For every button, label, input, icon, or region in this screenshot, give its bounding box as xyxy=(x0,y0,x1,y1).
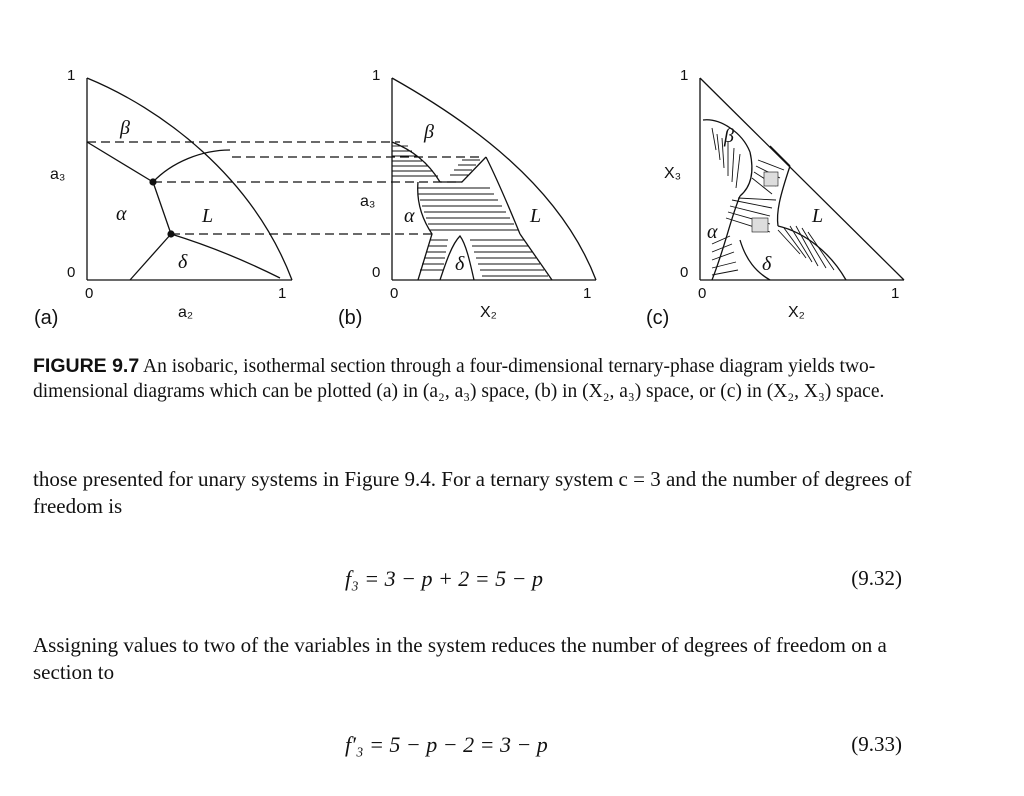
panel-b-y-tick-start: 0 xyxy=(372,264,381,281)
panel-a-delta-liquid-boundary xyxy=(171,234,280,278)
panel-b-alpha-boundary xyxy=(418,182,432,280)
panel-b-y-axis-label: a₃ xyxy=(360,193,376,210)
panel-b-outer-boundary xyxy=(392,78,596,280)
panel-a xyxy=(34,67,292,329)
panel-a-y-tick-end: 1 xyxy=(67,67,76,84)
panel-a-y-axis-label: a₃ xyxy=(50,166,66,183)
equation-9-32-number: (9.32) xyxy=(851,566,902,590)
panel-a-region-alpha: α xyxy=(116,203,127,225)
panel-c-three-phase-upper xyxy=(764,172,778,186)
panel-a-outer-boundary xyxy=(87,78,292,280)
panel-c-beta-alpha-boundary xyxy=(740,152,752,196)
panel-b xyxy=(338,67,596,329)
panel-a-alpha-liquid-boundary xyxy=(153,182,171,234)
panel-c-region-beta: β xyxy=(724,125,734,147)
figure-caption-label: FIGURE 9.7 xyxy=(33,355,140,377)
panel-c xyxy=(646,67,904,329)
panel-a-x-axis-label: a₂ xyxy=(178,304,194,321)
panel-c-region-delta: δ xyxy=(762,253,772,275)
panel-a-y-tick-start: 0 xyxy=(67,264,76,281)
panel-a-label: (a) xyxy=(34,307,59,329)
panel-c-x-tick-start: 0 xyxy=(698,285,707,302)
panel-b-region-liquid: L xyxy=(530,205,542,227)
panel-b-x-tick-end: 1 xyxy=(583,285,592,302)
panel-b-x-tick-start: 0 xyxy=(390,285,399,302)
panel-b-region-beta: β xyxy=(424,121,434,143)
panel-c-x-tick-end: 1 xyxy=(891,285,900,302)
panel-b-x-axis-label: X₂ xyxy=(480,304,497,321)
panel-a-x-tick-start: 0 xyxy=(85,285,94,302)
figure-caption xyxy=(33,354,913,404)
panel-a-alpha-beta-boundary xyxy=(87,142,153,182)
panel-c-hypotenuse xyxy=(700,78,904,280)
panel-a-x-tick-end: 1 xyxy=(278,285,287,302)
panel-b-label: (b) xyxy=(338,307,363,329)
panel-c-beta-liquid-boundary xyxy=(770,146,790,166)
panel-a-region-delta: δ xyxy=(178,251,188,273)
paragraph-2: Assigning values to two of the variables in the system reduces the number of degrees of freedom on a section to xyxy=(33,633,887,684)
panel-b-liquid-upper xyxy=(486,157,520,234)
panel-a-alpha-delta-boundary xyxy=(130,234,171,280)
panel-c-x-axis-label: X₂ xyxy=(788,304,805,321)
panel-c-y-axis-label: X₃ xyxy=(664,165,682,182)
panel-a-region-liquid: L xyxy=(202,205,214,227)
panel-c-y-tick-end: 1 xyxy=(680,67,689,84)
figure-caption-text: An isobaric, isothermal section through a four-dimensional ternary-phase diagram yields two-dimensional diagrams which can be plotted (a) in (a₂, a₃) space, (b) in (X₂, a₃) space, or (c) in (X₂, X₃) space. xyxy=(33,356,885,402)
panel-b-region-alpha: α xyxy=(404,205,415,227)
panel-c-liquid-boundary xyxy=(778,166,791,226)
panel-c-label: (c) xyxy=(646,307,670,329)
figure-9-7 xyxy=(0,0,1024,340)
equation-9-33 xyxy=(0,732,1024,762)
equation-9-33-formula: f′₃ = 5 − p − 2 = 3 − p xyxy=(345,732,548,757)
panel-b-y-tick-end: 1 xyxy=(372,67,381,84)
panel-c-region-alpha: α xyxy=(707,221,718,243)
panel-c-region-liquid: L xyxy=(812,205,824,227)
paragraph-1: those presented for unary systems in Figure 9.4. For a ternary system c = 3 and the number of degrees of freedom is xyxy=(33,467,912,518)
panel-c-y-tick-start: 0 xyxy=(680,264,689,281)
panel-c-three-phase-lower xyxy=(752,218,768,232)
panel-b-beta-right xyxy=(440,157,486,182)
panel-b-liquid-lower xyxy=(520,234,552,280)
panel-b-tie-lines xyxy=(392,146,548,276)
panel-b-region-delta: δ xyxy=(455,253,465,275)
equation-9-32 xyxy=(0,566,1024,596)
equation-9-33-number: (9.33) xyxy=(851,732,902,756)
equation-9-32-formula: f₃ = 3 − p + 2 = 5 − p xyxy=(345,566,543,591)
panel-a-region-beta: β xyxy=(120,117,130,139)
